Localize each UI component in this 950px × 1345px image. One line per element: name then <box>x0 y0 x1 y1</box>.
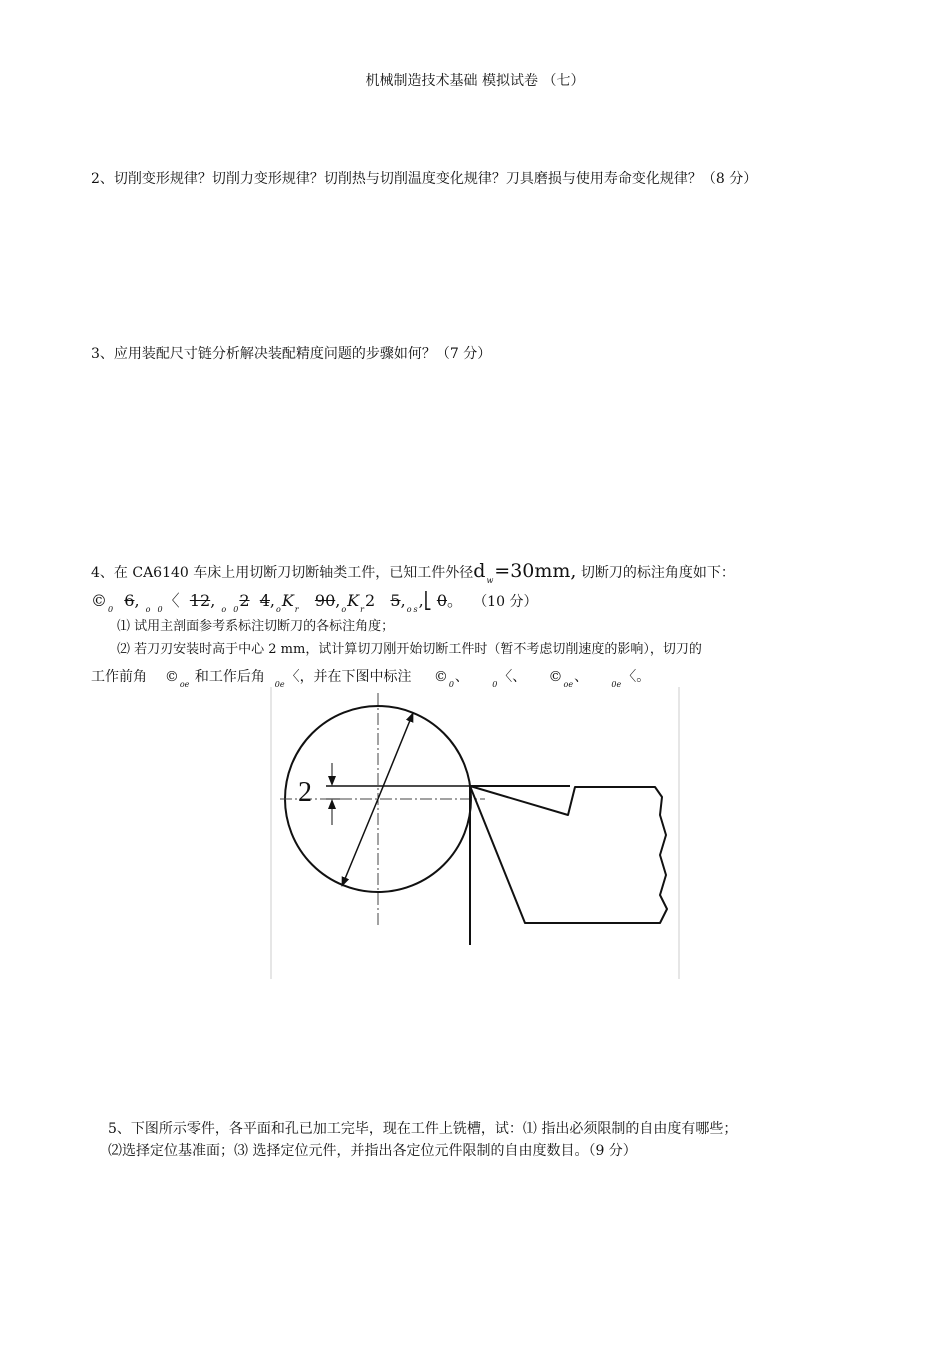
angle-value-3: 4 <box>259 591 270 610</box>
diameter-arrow-down <box>342 799 378 886</box>
cutoff-tool-outline <box>470 786 667 923</box>
angle-sep-sub: o <box>145 605 151 614</box>
gamma0-sub: 0 <box>108 605 114 614</box>
q4-score: （10 分） <box>473 594 538 610</box>
dimension-label: 2 <box>298 777 312 808</box>
label-gamma-oe: © <box>548 669 563 685</box>
item2b-c: ，并在下图中标注 <box>299 669 412 685</box>
label-alpha0-sub: 0 <box>492 680 498 689</box>
label-gamma0-sub: 0 <box>448 680 454 689</box>
sep-sub-5: o <box>406 605 412 614</box>
question-4-item-1: ⑴ 试用主剖面参考系标注切断刀的各标注角度； <box>117 619 395 634</box>
d-value: =30mm, <box>494 560 577 582</box>
d-sub: w <box>486 576 494 585</box>
angle-value-7: 0 <box>436 591 447 610</box>
item2b-a: 工作前角 <box>91 669 147 685</box>
alpha0p-sub: 0 <box>233 605 239 614</box>
alpha-0e-sub: 0e <box>274 680 285 689</box>
gamma-oe-symbol: © <box>164 669 179 685</box>
angle-value-4: 90 <box>314 591 336 610</box>
sep-sub-3: o <box>276 605 281 614</box>
angle-value-5: 2 <box>364 591 376 610</box>
label-gamma0: © <box>433 669 448 685</box>
sep-3: 、 <box>574 669 589 685</box>
sep-1: 、 <box>454 669 469 685</box>
question-4-item-2-cont <box>91 668 650 688</box>
item2b-b: 和工作后角 <box>194 669 265 685</box>
d-symbol: d <box>473 560 486 582</box>
angle-value-2: 12 <box>189 591 211 610</box>
end-mark: 。 <box>636 669 651 685</box>
gamma0-symbol: © <box>91 591 107 610</box>
lambda-s-sub: s <box>413 605 418 614</box>
label-alpha-0e: 〈 <box>622 669 637 685</box>
label-gamma-oe-sub: oe <box>563 680 574 689</box>
krp-symbol: K <box>347 591 360 610</box>
question-5-line-2: ⑵选择定位基准面；⑶ 选择定位元件，并指出各定位元件限制的自由度数目。（9 分） <box>108 1143 637 1159</box>
question-4-item-2: ⑵ 若刀刃安装时高于中心 2 mm，试计算切刀刚开始切断工件时（暂不考虑切削速度的影响），切刀的 <box>117 642 702 657</box>
question-4-intro <box>91 562 735 584</box>
kr-symbol: K <box>281 591 294 610</box>
sep-sub-2: o <box>221 605 227 614</box>
q4-intro-a: 4、在 CA6140 车床上用切断刀切断轴类工件，已知工件外径 <box>91 565 474 581</box>
sep-sub-4: o <box>341 605 347 614</box>
angle-value-1: 6 <box>124 591 135 610</box>
question-3: 3、应用装配尺寸链分析解决装配精度问题的步骤如何？（7 分） <box>91 346 492 362</box>
question-5-line-1: 5、下图所示零件，各平面和孔已加工完毕，现在工件上铣槽，试：⑴ 指出必须限制的自由度有哪些； <box>108 1121 738 1137</box>
krp-sub: r <box>360 605 364 614</box>
lambda-s-symbol: ⎣ <box>423 591 432 610</box>
question-4-angles: $©_0$ 6, $_o$ $_0$〈 12, $_o$ $_0$2 $4,_oK_r$ $90,_oK_r2$ $5,_o$ $_s$,⎣ 0。 （10 分） <box>91 591 538 614</box>
question-2: 2、切削变形规律？切削力变形规律？切削热与切削温度变化规律？刀具磨损与使用寿命变化规律？（8 分） <box>91 171 758 187</box>
angle-value-6: 5 <box>390 591 401 610</box>
page-title: 机械制造技术基础 模拟试卷 （七） <box>365 73 585 89</box>
label-alpha0: 〈 <box>498 669 513 685</box>
cutoff-tool-figure <box>270 687 682 979</box>
alpha0-symbol: 〈 <box>163 591 180 610</box>
sep-2: 、 <box>512 669 527 685</box>
alpha0p-symbol: 2 <box>239 591 250 610</box>
q4-intro-b: 切断刀的标注角度如下： <box>576 565 735 581</box>
alpha0-sub: 0 <box>157 605 163 614</box>
label-alpha-0e-sub: 0e <box>611 680 622 689</box>
kr-sub: r <box>294 605 299 614</box>
alpha-0e-symbol: 〈 <box>285 669 300 685</box>
gamma-oe-sub: oe <box>179 680 190 689</box>
